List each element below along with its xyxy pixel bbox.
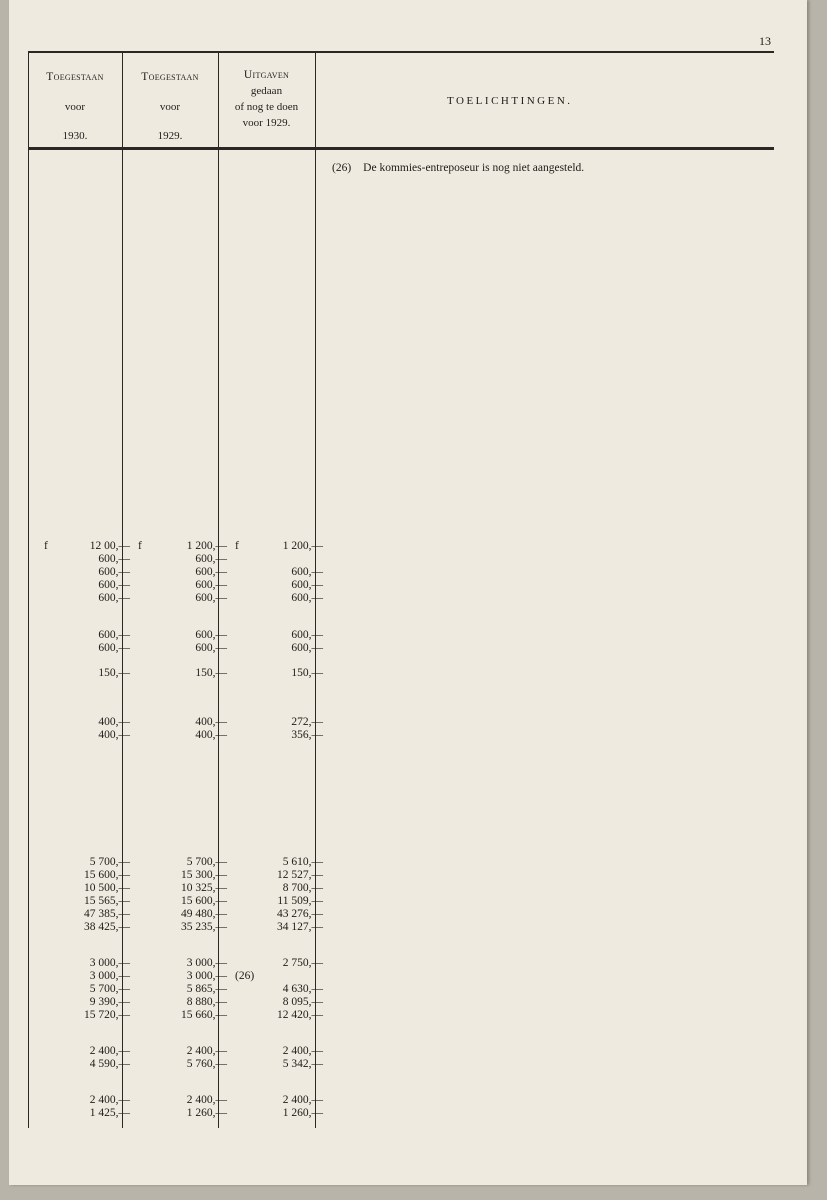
amount-spent-1929: 2 400,— <box>282 1045 323 1057</box>
amount-1930: 5 700,— <box>89 983 130 995</box>
header-line: voor <box>159 100 181 113</box>
table-row <box>9 629 339 642</box>
amount-1929: 15 600,— <box>181 895 227 907</box>
amount-1930: 600,— <box>98 642 130 654</box>
header-line: of nog te doen <box>234 101 299 113</box>
table-row <box>9 957 339 970</box>
table-row <box>9 996 339 1009</box>
page-number: 13 <box>759 34 771 48</box>
amount-1929: 600,— <box>195 566 227 578</box>
amount-1929: 10 325,— <box>181 882 227 894</box>
amount-1929: 3 000,— <box>186 957 227 969</box>
table-row <box>9 1094 339 1107</box>
table-row <box>9 970 339 983</box>
amount-1930: 47 385,— <box>84 908 130 920</box>
header-title: Toegestaan <box>46 71 104 83</box>
amount-1930: 600,— <box>98 579 130 591</box>
table-row <box>9 1058 339 1071</box>
amount-spent-1929: 356,— <box>291 729 323 741</box>
amount-spent-1929: 600,— <box>291 579 323 591</box>
header-line: voor 1929. <box>242 117 291 129</box>
amount-1929: 35 235,— <box>181 921 227 933</box>
amount-spent-1929: 8 095,— <box>282 996 323 1008</box>
florin-sign: f <box>235 540 239 552</box>
amount-spent-1929: 5 610,— <box>282 856 323 868</box>
header-line: voor <box>64 100 86 113</box>
amount-spent-1929: 2 400,— <box>282 1094 323 1106</box>
column-header-uitgaven <box>218 67 315 131</box>
table-row <box>9 667 339 680</box>
table-row <box>9 553 339 566</box>
amount-1929: 2 400,— <box>186 1045 227 1057</box>
amount-spent-1929: 12 527,— <box>277 869 323 881</box>
amount-1929: 600,— <box>195 592 227 604</box>
florin-sign: f <box>138 540 142 552</box>
top-rule <box>28 51 774 53</box>
amount-spent-1929: 1 260,— <box>282 1107 323 1119</box>
amount-1930: 15 600,— <box>84 869 130 881</box>
amount-spent-1929: 8 700,— <box>282 882 323 894</box>
amount-1929: 400,— <box>195 729 227 741</box>
amount-1930: 10 500,— <box>84 882 130 894</box>
amount-1929: 15 660,— <box>181 1009 227 1021</box>
amount-1929: 1 260,— <box>186 1107 227 1119</box>
header-title: Toegestaan <box>141 71 199 83</box>
amount-1930: 150,— <box>98 667 130 679</box>
amount-1929: 8 880,— <box>186 996 227 1008</box>
document-page <box>9 0 807 1185</box>
table-row <box>9 921 339 934</box>
amount-spent-1929: 600,— <box>291 592 323 604</box>
amount-spent-1929: 34 127,— <box>277 921 323 933</box>
amount-spent-1929: 5 342,— <box>282 1058 323 1070</box>
amount-1930: 15 565,— <box>84 895 130 907</box>
note-reference: (26) <box>235 970 255 982</box>
amount-1929: 400,— <box>195 716 227 728</box>
table-row <box>9 1045 339 1058</box>
header-title: Uitgaven <box>243 69 290 81</box>
table-row <box>9 540 339 553</box>
table-row <box>9 856 339 869</box>
table-row <box>9 566 339 579</box>
amount-spent-1929: 12 420,— <box>277 1009 323 1021</box>
amount-1930: 600,— <box>98 553 130 565</box>
amount-1930: 3 000,— <box>89 970 130 982</box>
amount-1930: 1 425,— <box>89 1107 130 1119</box>
amount-1930: 600,— <box>98 629 130 641</box>
amount-1930: 400,— <box>98 729 130 741</box>
note-text: De kommies-entreposeur is nog niet aangesteld. <box>363 162 585 174</box>
amount-1930: 9 390,— <box>89 996 130 1008</box>
amount-1930: 600,— <box>98 566 130 578</box>
amount-1930: 38 425,— <box>84 921 130 933</box>
amount-1930: 12 00,— <box>89 540 130 552</box>
amount-spent-1929: 150,— <box>291 667 323 679</box>
amount-1929: 5 760,— <box>186 1058 227 1070</box>
table-row <box>9 895 339 908</box>
table-row <box>9 729 339 742</box>
amount-1929: 15 300,— <box>181 869 227 881</box>
table-row <box>9 908 339 921</box>
amount-1930: 3 000,— <box>89 957 130 969</box>
table-row <box>9 592 339 605</box>
amount-1929: 600,— <box>195 642 227 654</box>
amount-spent-1929: 4 630,— <box>282 983 323 995</box>
header-rule <box>28 147 774 150</box>
table-row <box>9 1107 339 1120</box>
amount-1929: 150,— <box>195 667 227 679</box>
table-row <box>9 983 339 996</box>
column-header-toelichtingen: TOELICHTINGEN. <box>447 95 573 107</box>
amount-1929: 2 400,— <box>186 1094 227 1106</box>
amount-spent-1929: 272,— <box>291 716 323 728</box>
amount-1929: 600,— <box>195 553 227 565</box>
amount-1930: 4 590,— <box>89 1058 130 1070</box>
explanatory-note <box>332 162 584 174</box>
amount-spent-1929: 11 509,— <box>277 895 323 907</box>
amount-1929: 600,— <box>195 629 227 641</box>
amount-spent-1929: 1 200,— <box>282 540 323 552</box>
amount-spent-1929: 600,— <box>291 642 323 654</box>
amount-1930: 2 400,— <box>89 1045 130 1057</box>
table-row <box>9 869 339 882</box>
amount-spent-1929: 2 750,— <box>282 957 323 969</box>
amount-1930: 600,— <box>98 592 130 604</box>
amount-spent-1929: 600,— <box>291 566 323 578</box>
table-row <box>9 1009 339 1022</box>
table-row <box>9 642 339 655</box>
florin-sign: f <box>44 540 48 552</box>
amount-1929: 5 865,— <box>186 983 227 995</box>
table-row <box>9 716 339 729</box>
header-year: 1929. <box>157 129 183 142</box>
amount-spent-1929: 600,— <box>291 629 323 641</box>
amount-1930: 15 720,— <box>84 1009 130 1021</box>
amount-spent-1929: 43 276,— <box>277 908 323 920</box>
amount-1929: 1 200,— <box>186 540 227 552</box>
note-ref: (26) <box>332 162 352 174</box>
amount-1930: 5 700,— <box>89 856 130 868</box>
amount-1930: 2 400,— <box>89 1094 130 1106</box>
amount-1929: 3 000,— <box>186 970 227 982</box>
column-header-1930 <box>28 72 122 142</box>
table-row <box>9 579 339 592</box>
amount-1929: 5 700,— <box>186 856 227 868</box>
header-line: gedaan <box>250 85 283 97</box>
amount-1929: 49 480,— <box>181 908 227 920</box>
table-row <box>9 882 339 895</box>
amount-1929: 600,— <box>195 579 227 591</box>
header-year: 1930. <box>62 129 88 142</box>
column-header-1929 <box>122 72 218 142</box>
amount-1930: 400,— <box>98 716 130 728</box>
